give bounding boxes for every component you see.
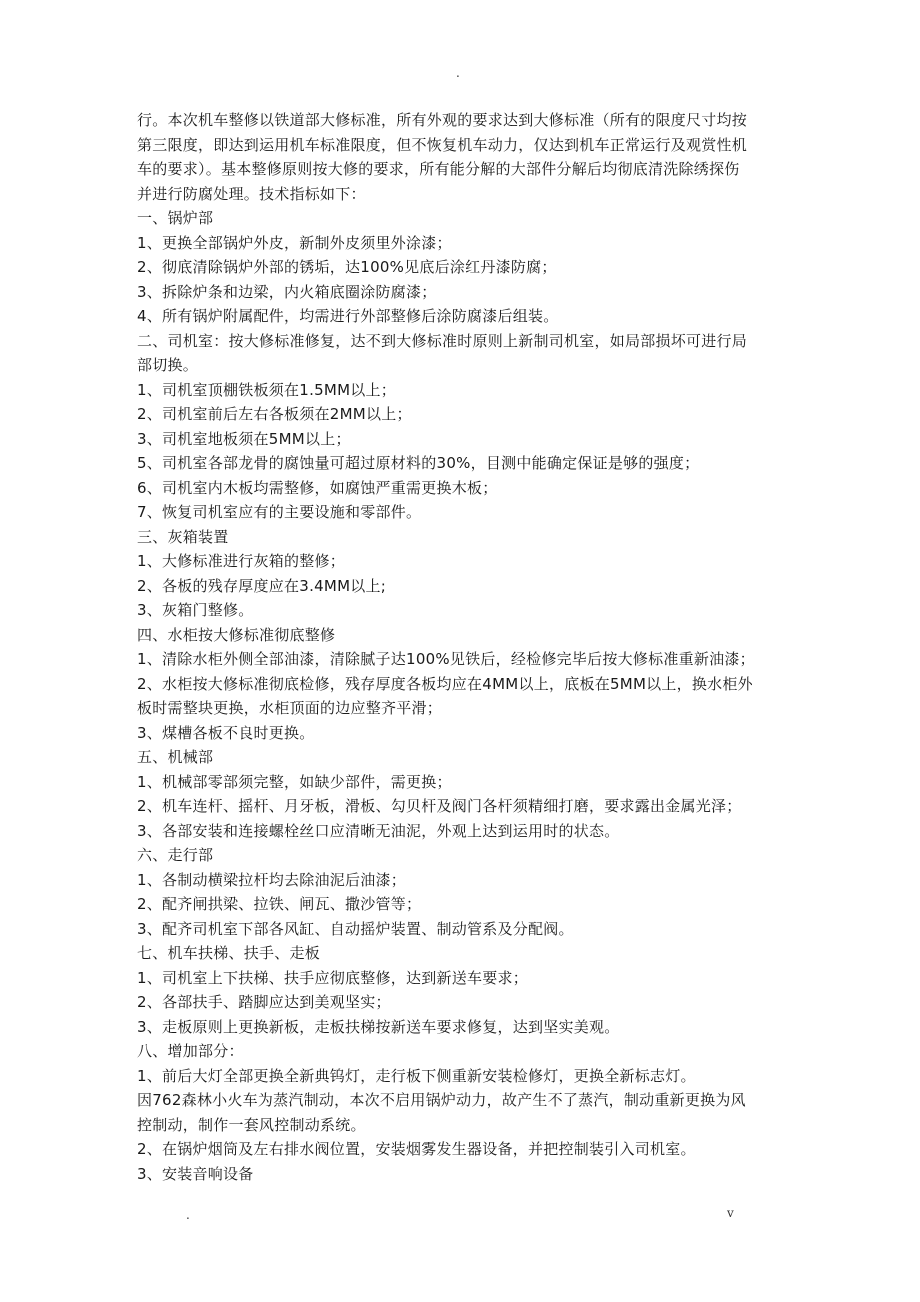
text-line: 3、配齐司机室下部各风缸、自动摇炉装置、制动管系及分配阀。	[137, 919, 574, 938]
text-line: 1、各制动横梁拉杆均去除油泥后油漆；	[137, 870, 407, 889]
text-line: 2、在锅炉烟筒及左右排水阀位置，安装烟雾发生器设备，并把控制装引入司机室。	[137, 1140, 696, 1158]
text-line: 二、司机室：按大修标准修复，达不到大修标准时原则上新制司机室，如局部损坏可进行局	[137, 331, 748, 350]
text-line: 5、司机室各部龙骨的腐蚀量可超过原材料的30%，目测中能确定保证是够的强度；	[137, 454, 700, 472]
text-line: 车的要求）。基本整修原则按大修的要求，所有能分解的大部件分解后均彻底清洗除绣探伤	[137, 160, 740, 178]
text-line: 五、机械部	[137, 748, 214, 766]
text-line: 3、煤槽各板不良时更换。	[137, 723, 315, 742]
text-line: 1、前后大灯全部更换全新典钨灯，走行板下侧重新安装检修灯，更换全新标志灯。	[137, 1066, 696, 1085]
text-line: 6、司机室内木板均需整修，如腐蚀严重需更换木板；	[137, 478, 498, 497]
text-line: 部切换。	[137, 356, 199, 374]
text-line: 因762森林小火车为蒸汽制动，本次不启用锅炉动力，故产生不了蒸汽，制动重新更换为风	[137, 1091, 746, 1109]
text-line: 3、安装音响设备	[137, 1164, 254, 1183]
footer-mark: .	[186, 1208, 190, 1222]
text-line: 第三限度，即达到运用机车标准限度，但不恢复机车动力，仅达到机车正常运行及观赏性机	[137, 135, 748, 154]
text-line: 八、增加部分：	[137, 1042, 244, 1060]
text-line: 7、恢复司机室应有的主要设施和零部件。	[137, 503, 422, 521]
text-line: 七、机车扶梯、扶手、走板	[137, 944, 321, 962]
text-line: 1、大修标准进行灰箱的整修；	[137, 552, 346, 570]
text-line: 板时需整块更换，水柜顶面的边应整齐平滑；	[137, 699, 443, 717]
text-line: 六、走行部	[137, 846, 214, 864]
text-line: 1、清除水柜外侧全部油漆，清除腻子达100%见铁后，经检修完毕后按大修标准重新油漆；	[137, 650, 755, 668]
text-line: 四、水柜按大修标准彻底整修	[137, 625, 336, 644]
text-line: 控制动，制作一套风控制动系统。	[137, 1115, 366, 1134]
text-line: 3、各部安装和连接螺栓丝口应清晰无油泥，外观上达到运用时的状态。	[137, 821, 620, 840]
text-line: 行。本次机车整修以铁道部大修标准，所有外观的要求达到大修标准（所有的限度尺寸均按	[137, 111, 748, 129]
text-line: 3、走板原则上更换新板，走板扶梯按新送车要求修复，达到坚实美观。	[137, 1017, 620, 1036]
text-line: 1、机械部零部须完整，如缺少部件，需更换；	[137, 772, 452, 791]
text-line: 3、灰箱门整修。	[137, 601, 254, 619]
text-line: 2、各部扶手、踏脚应达到美观坚实；	[137, 993, 391, 1011]
text-line: 3、司机室地板须在5MM以上；	[137, 429, 351, 448]
text-line: 2、彻底清除锅炉外部的锈垢，达100%见底后涂红丹漆防腐；	[137, 258, 557, 276]
document-body	[137, 108, 783, 1186]
text-line: 2、机车连杆、摇杆、月牙板，滑板、勾贝杆及阀门各杆须精细打磨，要求露出金属光泽；	[137, 797, 742, 815]
text-line: 2、水柜按大修标准彻底检修，残存厚度各板均应在4MM以上，底板在5MM以上，换水柜外	[137, 674, 753, 693]
header-mark: .	[456, 66, 460, 80]
text-line: 并进行防腐处理。技术指标如下：	[137, 184, 366, 203]
text-line: 1、更换全部锅炉外皮，新制外皮须里外涂漆；	[137, 233, 452, 252]
text-line: 4、所有锅炉附属配件，均需进行外部整修后涂防腐漆后组装。	[137, 307, 559, 325]
text-line: 2、配齐闸拱梁、拉铁、闸瓦、撒沙管等；	[137, 895, 422, 913]
text-line: 三、灰箱装置	[137, 527, 229, 546]
text-line: 1、司机室上下扶梯、扶手应彻底整修，达到新送车要求；	[137, 968, 529, 987]
text-line: 一、锅炉部	[137, 209, 214, 227]
text-line: 2、各板的残存厚度应在3.4MM以上;	[137, 576, 387, 595]
text-line: 1、司机室顶棚铁板须在1.5MM以上；	[137, 380, 397, 399]
text-line: 3、拆除炉条和边梁，内火箱底圈涂防腐漆；	[137, 282, 437, 301]
footer-page-marker: v	[727, 1206, 734, 1220]
text-line: 2、司机室前后左右各板须在2MM以上；	[137, 405, 412, 423]
